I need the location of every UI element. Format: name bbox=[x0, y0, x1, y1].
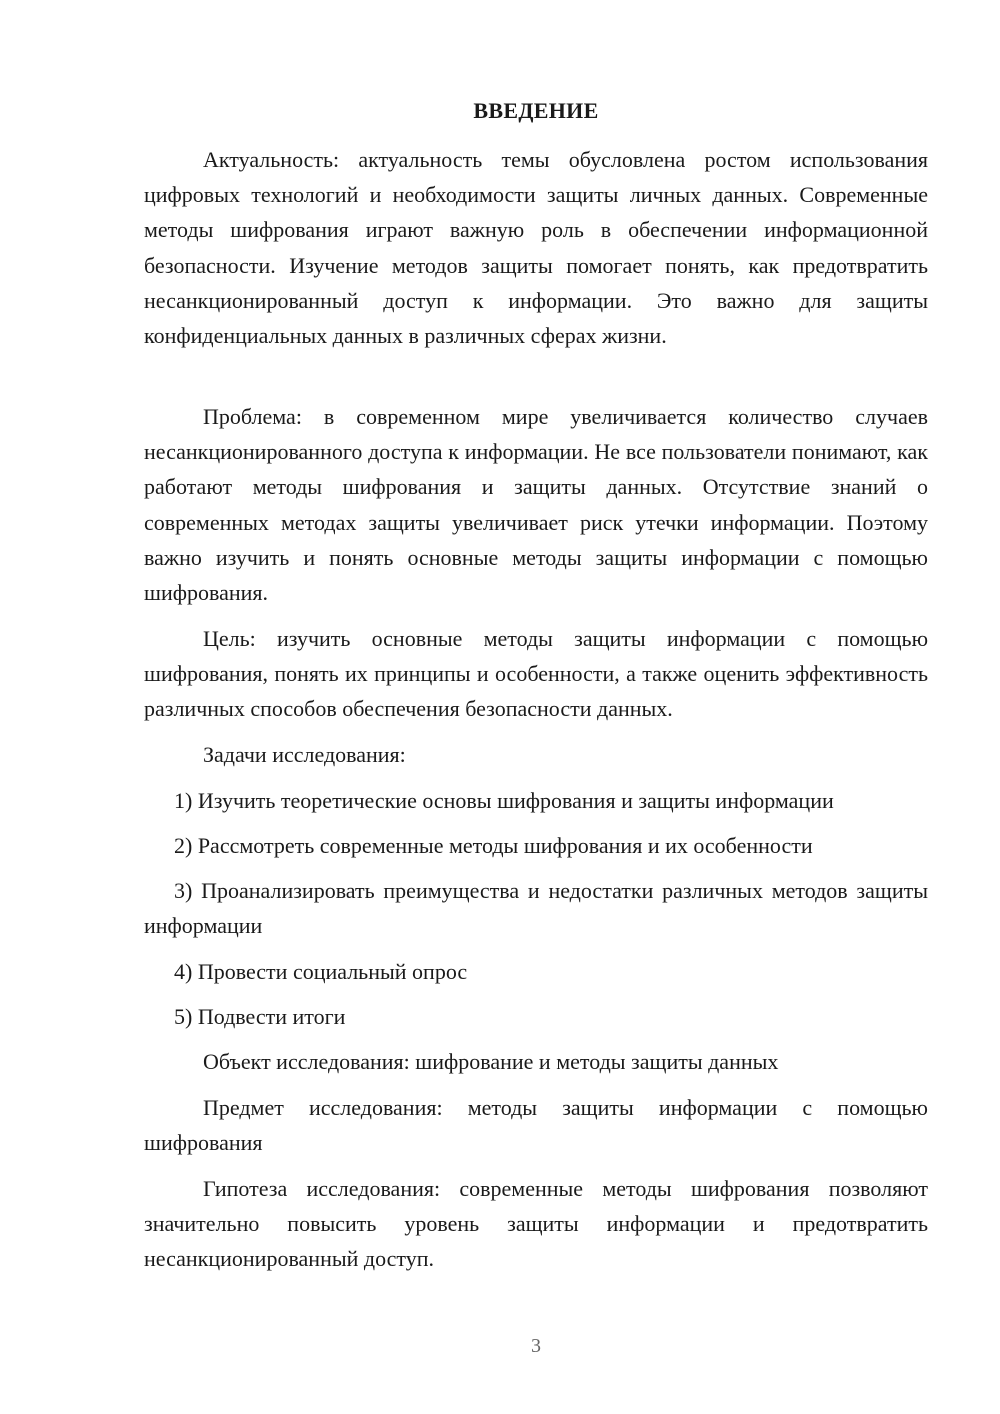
task-item: 3) Проанализировать преимущества и недостатки различных методов защиты информации bbox=[144, 878, 928, 939]
subject-paragraph: Предмет исследования: методы защиты информации с помощью шифрования bbox=[144, 1095, 928, 1156]
object-paragraph: Объект исследования: шифрование и методы защиты данных bbox=[203, 1049, 779, 1074]
task-item: 5) Подвести итоги bbox=[174, 1004, 346, 1029]
goal-paragraph: Цель: изучить основные методы защиты информации с помощью шифрования, понять их принципы и особенности, а также оценить эффективность различных способов обеспечения безопасности данных. bbox=[144, 626, 928, 722]
page-number: 3 bbox=[531, 1335, 541, 1357]
task-item: 4) Провести социальный опрос bbox=[174, 959, 468, 984]
relevance-paragraph: Актуальность: актуальность темы обусловлена ростом использования цифровых технологий и необходимости защиты личных данных. Современные методы шифрования играют важную роль в обеспечении информационной безопасности. Изучение методов защиты помогает понять, как предотвратить несанкционированный доступ к информации. Это важно для защиты конфиденциальных данных в различных сферах жизни. bbox=[144, 147, 928, 349]
task-item: 1) Изучить теоретические основы шифрования и защиты информации bbox=[174, 788, 834, 813]
section-title: ВВЕДЕНИЕ bbox=[473, 98, 599, 123]
hypothesis-paragraph: Гипотеза исследования: современные методы шифрования позволяют значительно повысить уровень защиты информации и предотвратить несанкционированный доступ. bbox=[144, 1176, 928, 1272]
problem-paragraph: Проблема: в современном мире увеличивается количество случаев несанкционированного доступа к информации. Не все пользователи понимают, как работают методы шифрования и защиты данных. Отсутствие знаний о современных методах защиты увеличивает риск утечки информации. Поэтому важно изучить и понять основные методы защиты информации с помощью шифрования. bbox=[144, 404, 928, 606]
tasks-heading: Задачи исследования: bbox=[203, 742, 406, 767]
document-page bbox=[144, 0, 928, 1414]
task-item: 2) Рассмотреть современные методы шифрования и их особенности bbox=[174, 833, 813, 858]
